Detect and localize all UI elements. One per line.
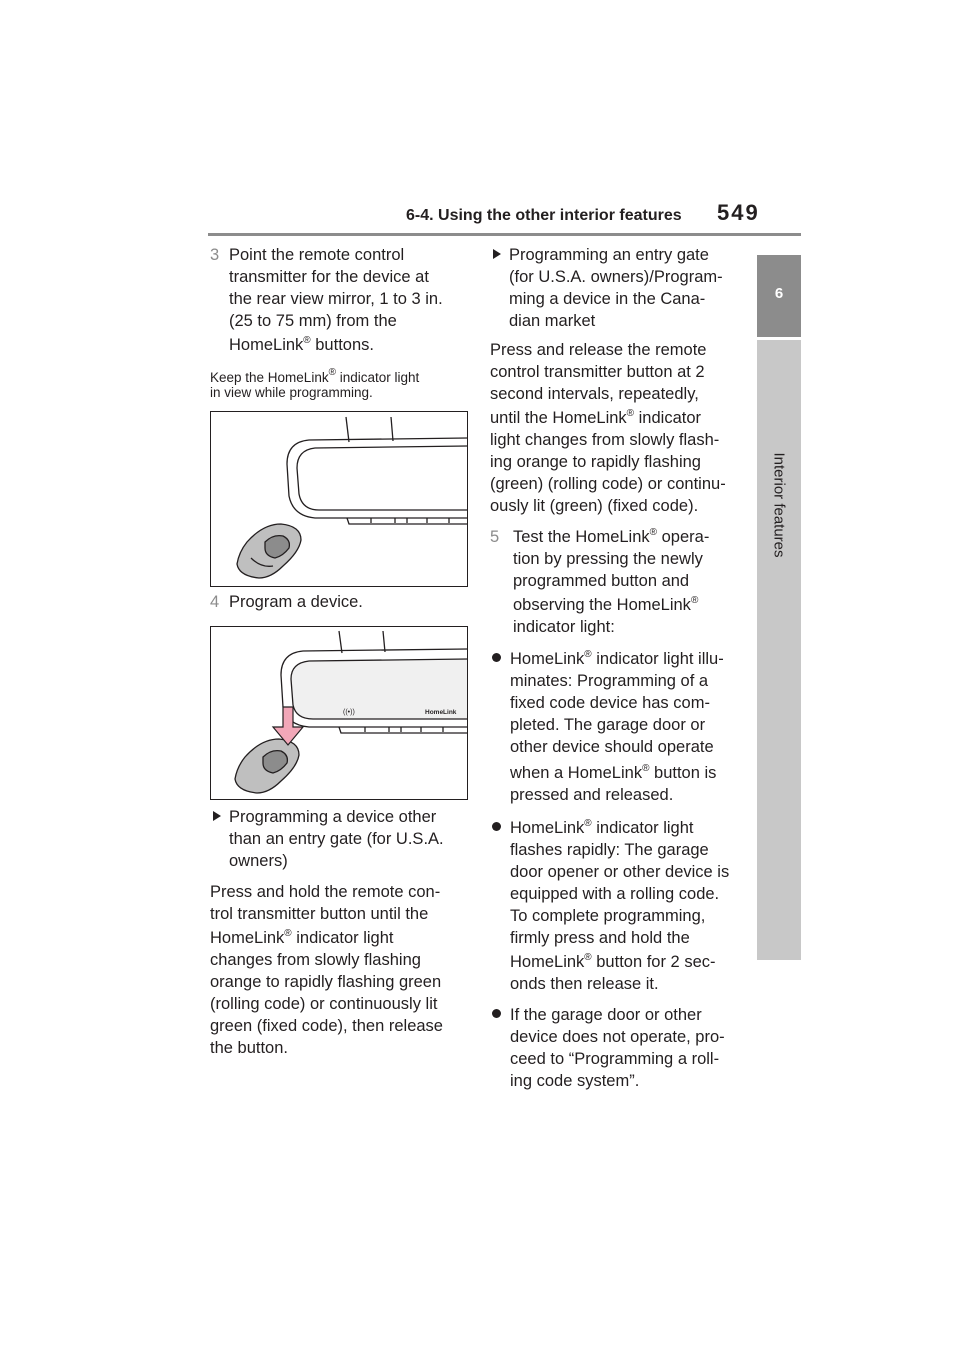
- mirror-stem-left: [346, 417, 349, 442]
- step-3-line-1: Point the remote control: [229, 246, 405, 264]
- figure-caption-line-2: in view while programming.: [210, 385, 373, 400]
- step-5-line-4: observing the HomeLink®: [513, 595, 699, 614]
- para-gate-line-8: ously lit (green) (fixed code).: [490, 497, 699, 515]
- mirror-button-strip: [339, 727, 467, 733]
- para-other-line-3: HomeLink® indicator light: [210, 928, 394, 947]
- bullet-gate-line-4: dian market: [509, 312, 596, 330]
- step-5-number: 5: [490, 528, 500, 546]
- dot3-line-3: ceed to “Programming a roll-: [510, 1050, 720, 1068]
- para-other-line-4: changes from slowly flashing: [210, 951, 421, 969]
- bullet-other-line-1: Programming a device other: [213, 806, 436, 828]
- para-gate-line-6: ing orange to rapidly flashing: [490, 453, 701, 471]
- dot1-line-4: pleted. The garage door or: [510, 716, 706, 734]
- step-4-text: Program a device.: [229, 593, 363, 611]
- bullet-gate-line-2: (for U.S.A. owners)/Program-: [509, 268, 723, 286]
- dot2-line-3: door opener or other device is: [510, 863, 730, 881]
- step-5-line-2: tion by pressing the newly: [513, 550, 703, 568]
- dot2-line-5: To complete programming,: [510, 907, 706, 925]
- round-bullet-icon: [492, 822, 501, 831]
- dot1-line-2: minates: Programming of a: [510, 672, 709, 690]
- bullet-gate-line-3: ming a device in the Cana-: [509, 290, 706, 308]
- para-gate-line-1: Press and release the remote: [490, 341, 707, 359]
- para-gate-line-5: light changes from slowly flash-: [490, 431, 720, 449]
- bullet-other-line-3: owners): [229, 852, 288, 870]
- dot3-line-4: ing code system”.: [510, 1072, 640, 1090]
- dot2-line-1: HomeLink® indicator light: [492, 817, 693, 839]
- mirror-stem-right: [383, 631, 385, 652]
- para-other-line-2: trol transmitter button until the: [210, 905, 429, 923]
- dot1-line-7: pressed and released.: [510, 786, 674, 804]
- step-3-line-5: HomeLink® buttons.: [229, 335, 374, 354]
- mirror-remote-figure: [210, 411, 468, 587]
- dot2-line-7: HomeLink® button for 2 sec-: [510, 952, 716, 971]
- mirror-stem-left: [339, 631, 342, 653]
- step-4-number: 4: [210, 593, 220, 611]
- figure-caption-line-1: Keep the HomeLink® indicator light: [210, 367, 420, 385]
- dot1-line-3: fixed code device has com-: [510, 694, 710, 712]
- chapter-tab-strip: [757, 340, 801, 960]
- page-number: 549: [717, 200, 760, 225]
- para-other-line-7: green (fixed code), then release: [210, 1017, 443, 1035]
- header-rule: [208, 233, 801, 236]
- para-gate-line-2: control transmitter button at 2: [490, 363, 705, 381]
- step-3-line-4: (25 to 75 mm) from the: [229, 312, 397, 330]
- step-5-line-1: Test the HomeLink® opera-: [513, 527, 710, 546]
- dot1-line-6: when a HomeLink® button is: [510, 763, 717, 782]
- para-other-line-8: the button.: [210, 1039, 288, 1057]
- step-5-line-5: indicator light:: [513, 618, 615, 636]
- dot2-line-2: flashes rapidly: The garage: [510, 841, 709, 859]
- dot1-line-1: HomeLink® indicator light illu-: [492, 648, 724, 670]
- mirror-inner: [297, 446, 467, 510]
- triangle-bullet-icon: [213, 811, 221, 821]
- step-3-line-3: the rear view mirror, 1 to 3 in.: [229, 290, 443, 308]
- round-bullet-icon: [492, 653, 501, 662]
- triangle-bullet-icon: [493, 249, 501, 259]
- chapter-label: Interior features: [770, 452, 788, 558]
- para-other-line-5: orange to rapidly flashing green: [210, 973, 442, 991]
- mirror-outer: [287, 438, 467, 518]
- bullet-gate-line-1: Programming an entry gate: [493, 244, 709, 266]
- step-3-line-2: transmitter for the device at: [229, 268, 429, 286]
- mirror-stem-right: [391, 417, 393, 441]
- homelink-logo-label: HomeLink: [425, 709, 457, 716]
- para-other-line-6: (rolling code) or continuously lit: [210, 995, 438, 1013]
- step-3-number: 3: [210, 246, 220, 264]
- round-bullet-icon: [492, 1009, 501, 1018]
- para-gate-line-4: until the HomeLink® indicator: [490, 408, 701, 427]
- dot2-line-6: firmly press and hold the: [510, 929, 690, 947]
- bullet-other-line-2: than an entry gate (for U.S.A.: [229, 830, 444, 848]
- dot3-line-1: If the garage door or other: [492, 1004, 702, 1026]
- mirror-homelink-figure: [210, 626, 468, 800]
- para-gate-line-7: (green) (rolling code) or continu-: [490, 475, 726, 493]
- para-other-line-1: Press and hold the remote con-: [210, 883, 441, 901]
- section-title: 6-4. Using the other interior features: [406, 207, 682, 224]
- dot3-line-2: device does not operate, pro-: [510, 1028, 725, 1046]
- chapter-number: 6: [774, 285, 784, 302]
- dot2-line-8: onds then release it.: [510, 975, 659, 993]
- dot1-line-5: other device should operate: [510, 738, 714, 756]
- indicator-symbol: ((•)): [343, 709, 355, 716]
- para-gate-line-3: second intervals, repeatedly,: [490, 385, 699, 403]
- dot2-line-4: equipped with a rolling code.: [510, 885, 720, 903]
- step-5-line-3: programmed button and: [513, 572, 690, 590]
